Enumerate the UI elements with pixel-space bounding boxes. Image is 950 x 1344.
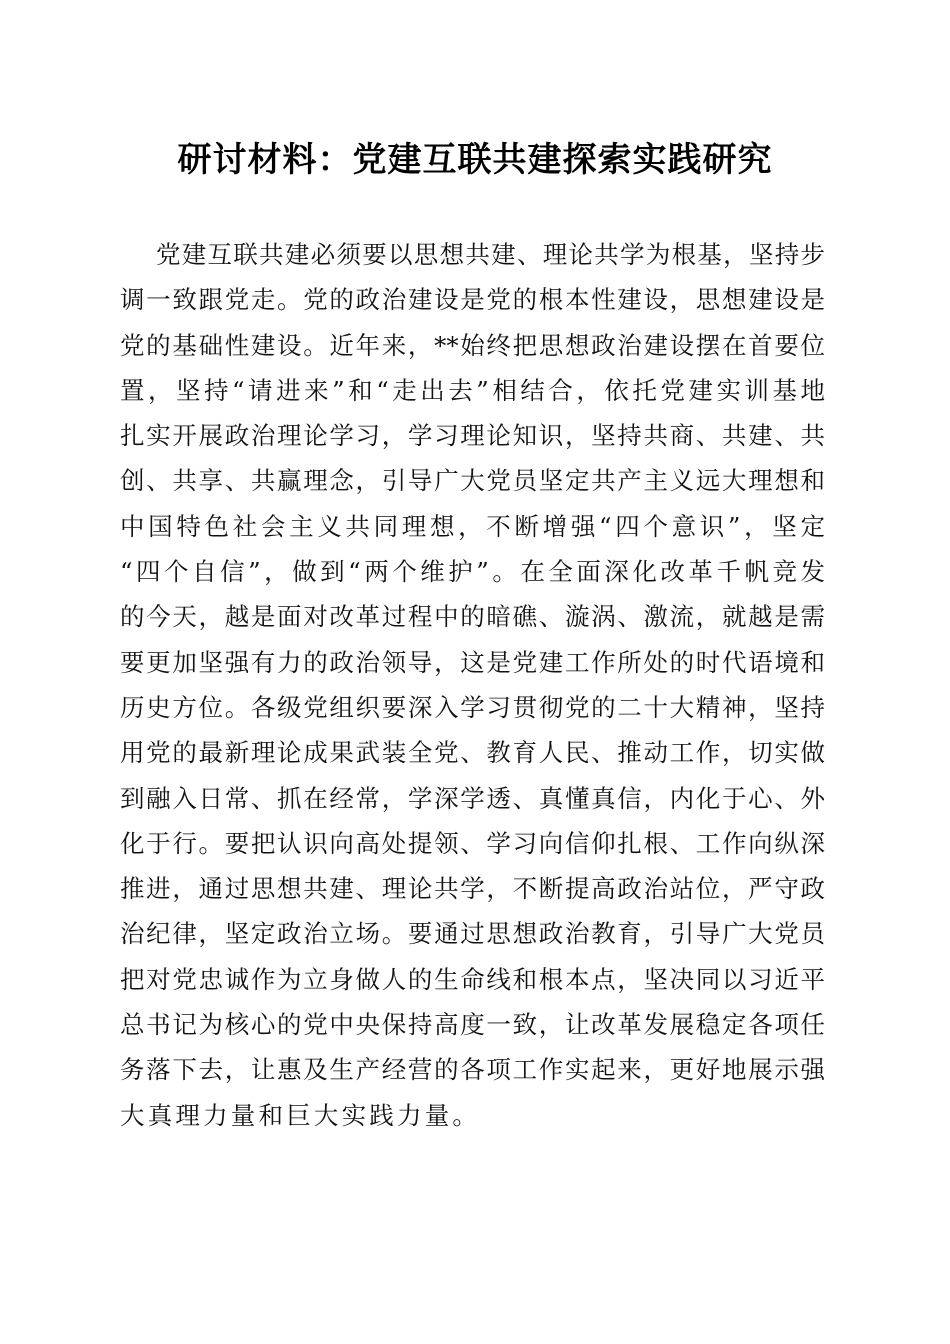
paragraph-line: 把对党忠诚作为立身做人的生命线和根本点，坚决同以习近平 — [120, 964, 825, 994]
paragraph-line: 的今天，越是面对改革过程中的暗礁、漩涡、激流，就越是需 — [120, 602, 825, 632]
paragraph-line: 党的基础性建设。近年来，**始终把思想政治建设摆在首要位 — [120, 330, 825, 360]
paragraph-line: 历史方位。各级党组织要深入学习贯彻党的二十大精神，坚持 — [120, 692, 825, 722]
paragraph-line: 创、共享、共赢理念，引导广大党员坚定共产主义远大理想和 — [120, 466, 825, 496]
paragraph-line: 推进，通过思想共建、理论共学，不断提高政治站位，严守政 — [120, 874, 825, 904]
document-title: 研讨材料：党建互联共建探索实践研究 — [177, 140, 773, 180]
paragraph-line: 调一致跟党走。党的政治建设是党的根本性建设，思想建设是 — [120, 285, 825, 315]
paragraph-line: 化于行。要把认识向高处提领、学习向信仰扎根、工作向纵深 — [120, 828, 825, 858]
paragraph-line: 扎实开展政治理论学习，学习理论知识，坚持共商、共建、共 — [120, 421, 825, 451]
paragraph-line: 中国特色社会主义共同理想，不断增强“四个意识”，坚定 — [120, 511, 825, 541]
paragraph-line: 用党的最新理论成果武装全党、教育人民、推动工作，切实做 — [120, 738, 825, 768]
paragraph-line: “四个自信”，做到“两个维护”。在全面深化改革千帆竞发 — [120, 557, 825, 587]
paragraph-line: 治纪律，坚定政治立场。要通过思想政治教育，引导广大党员 — [120, 919, 825, 949]
paragraph-line: 要更加坚强有力的政治领导，这是党建工作所处的时代语境和 — [120, 647, 825, 677]
paragraph-line: 党建互联共建必须要以思想共建、理论共学为根基，坚持步 — [156, 240, 825, 269]
paragraph-line: 大真理力量和巨大实践力量。 — [120, 1100, 481, 1130]
paragraph-line: 务落下去，让惠及生产经营的各项工作实起来，更好地展示强 — [120, 1055, 825, 1085]
paragraph-line: 总书记为核心的党中央保持高度一致，让改革发展稳定各项任 — [120, 1010, 825, 1040]
document-body-paragraph — [120, 232, 825, 1138]
paragraph-line: 置，坚持“请进来”和“走出去”相结合，依托党建实训基地 — [120, 375, 825, 405]
paragraph-line: 到融入日常、抓在经常，学深学透、真懂真信，内化于心、外 — [120, 783, 825, 813]
